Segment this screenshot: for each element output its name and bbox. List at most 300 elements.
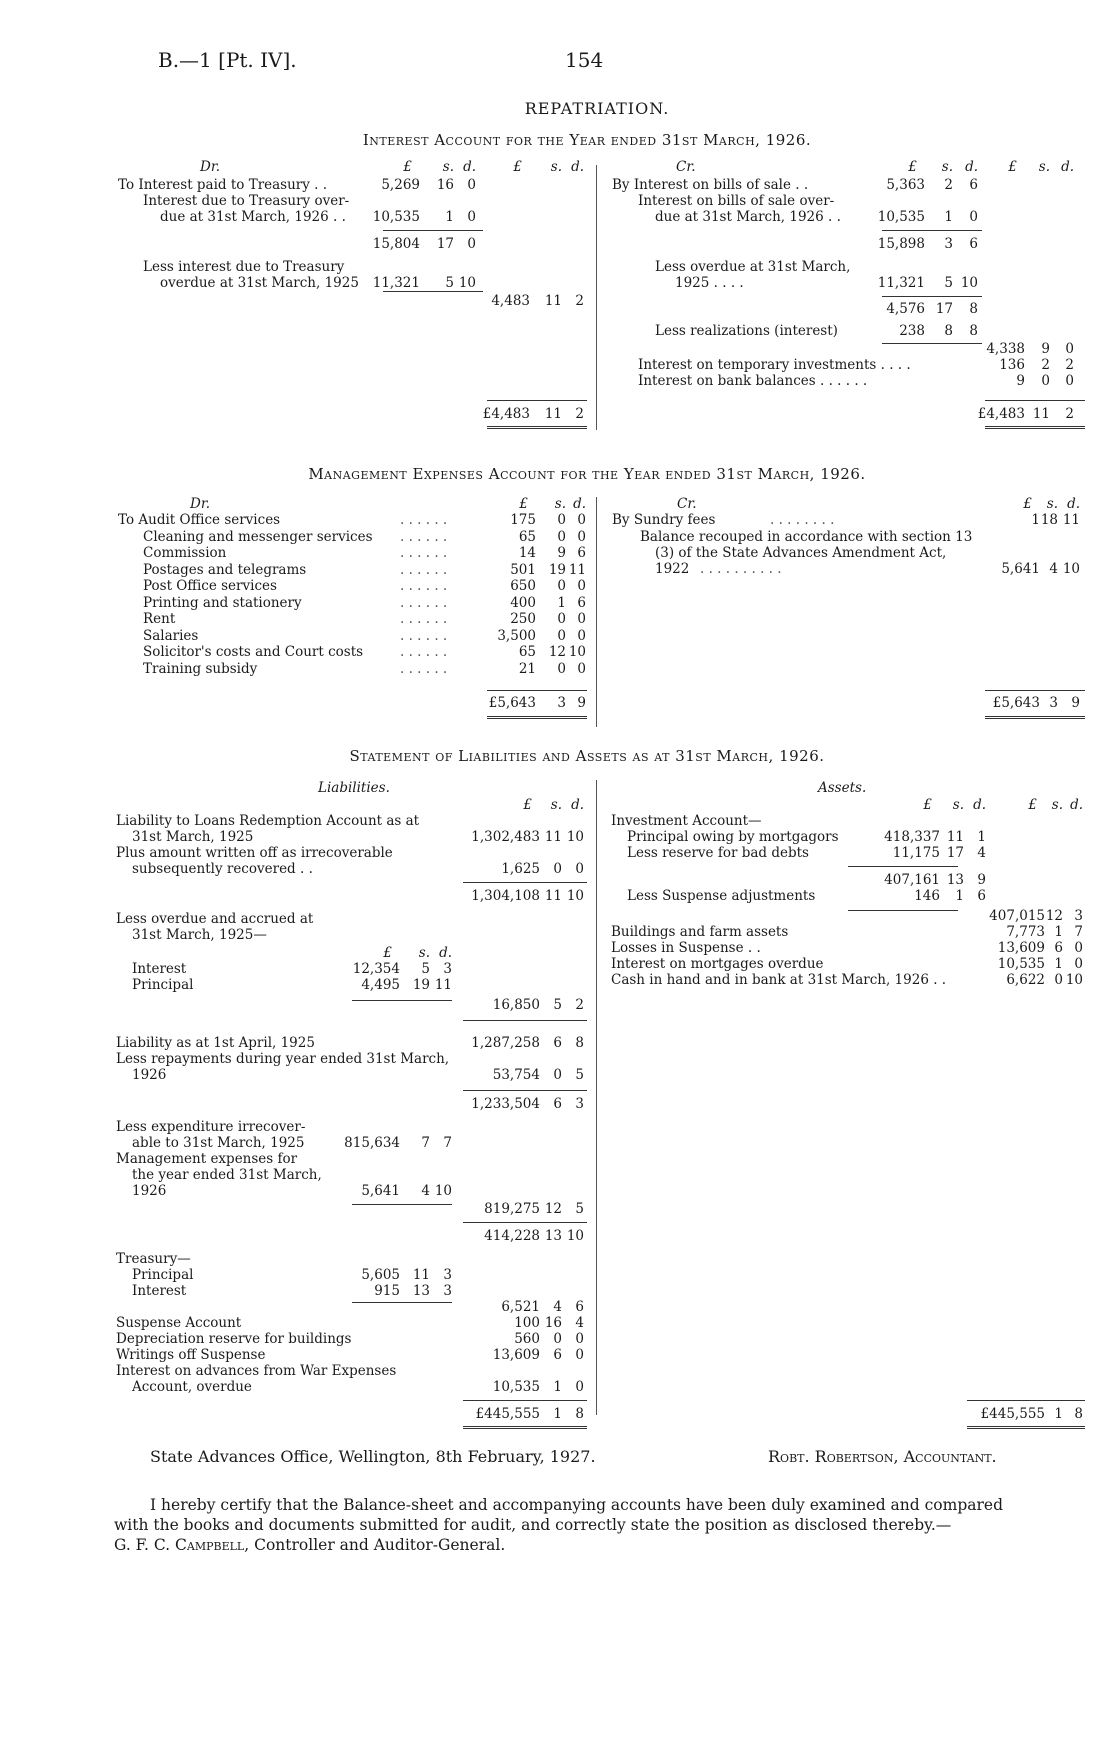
mgmt-dr-item-amount-shillings: 0 [557,512,566,528]
stmt-assets-p2-amount-pence: 4 [977,845,986,861]
stmt-assets-inv: Investment Account— [611,813,762,829]
stmt-liab-principal: Principal [132,977,194,993]
stmt-liab-d-amount-pounds: 1,287,258 [471,1035,540,1051]
mgmt-cr-total-shillings: 3 [1049,695,1058,711]
stmt-assets-outer-heads-shilling-head: s. [1051,797,1063,813]
stmt-liab-suspense-amount-pounds: 100 [514,1315,540,1331]
interest-cr-line3a: Less overdue at 31st March, [655,259,851,275]
interest-cr-rule2 [882,296,982,297]
mgmt-cr-line2c: 1922 [655,561,690,577]
stmt-liab-b1: Plus amount written off as irrecoverable [116,845,393,861]
mgmt-dr-item-amount-pounds: 501 [510,561,536,578]
mgmt-dr-item-amount-shillings: 0 [557,611,566,627]
mgmt-dr-item-amount-pounds: 250 [510,611,536,627]
stmt-assets-mort-amount-pence: 0 [1074,956,1083,972]
mgmt-dr-item-label: To Audit Office services [118,512,281,528]
interest-dr-subtotal-pounds: 15,804 [372,236,420,252]
stmt-assets-bld-amount-shillings: 1 [1054,924,1063,940]
interest-cr-amount6-pence: 0 [1065,373,1074,389]
stmt-liab-label: Liabilities. [318,780,390,796]
mgmt-dr-heads-pence-head: d. [573,496,586,512]
mgmt-dr-heads-shilling-head: s. [554,496,566,512]
mgmt-cr-heads-pound-head: £ [1023,496,1032,512]
interest-dr-line2b: due at 31st March, 1926 . . [160,209,346,225]
stmt-assets-p3-amount-pence: 6 [977,888,986,904]
stmt-assets-net-pounds: 407,015 [989,908,1045,924]
mgmt-dr-item-label: Commission [143,545,227,561]
interest-cr-amount5-shillings: 2 [1041,357,1050,373]
interest-dr-amount2-shillings: 1 [445,209,454,225]
interest-dr-subtotal-shillings: 17 [436,236,454,252]
interest-cr-amount2-pence: 0 [969,209,978,225]
interest-dr-rule3 [487,400,587,401]
stmt-liab-inner-heads-shilling-head: s. [418,945,430,961]
stmt-liab-sub1-pence: 10 [566,888,584,904]
stmt-liab-adv2: Account, overdue [132,1379,252,1395]
stmt-assets-loss-amount-pounds: 13,609 [997,940,1045,956]
stmt-assets-p1: Principal owing by mortgagors [627,829,839,845]
stmt-liab-rule7 [352,1302,452,1303]
stmt-assets-p2: Less reserve for bad debts [627,845,809,861]
stmt-liab-adv-amount-pence: 0 [575,1379,584,1395]
mgmt-dr-item-amount-pence: 6 [577,594,586,611]
interest-cr-amount3-shillings: 5 [944,275,953,291]
stmt-assets-net-shillings: 12 [1045,908,1063,924]
stmt-liab-principal-amount-pounds: 4,495 [361,977,400,993]
stmt-assets-total-pounds: £445,555 [980,1406,1045,1422]
stmt-liab-rule5 [352,1204,452,1205]
mgmt-dr-item-amount-shillings: 12 [548,644,566,660]
interest-dr-total-pence: 2 [575,406,584,422]
mgmt-dr-item-label: Rent [143,611,176,627]
mgmt-dr-item-label: Cleaning and messenger services [143,528,373,545]
stmt-liab-b-amount-pence: 0 [575,861,584,877]
interest-cr-total-rule [985,426,1085,429]
mgmt-cr-amount1-shillings: 18 [1040,512,1058,528]
interest-cr-rule1 [882,230,982,231]
stmt-assets-outer-heads-pound-head: £ [1028,797,1037,813]
stmt-liab-g1: Management expenses for [116,1151,298,1167]
mgmt-dr-rule1 [487,690,587,691]
stmt-liab-sub3-pounds: 414,228 [484,1228,540,1244]
leader-dots: . . . . . . [400,512,448,528]
stmt-liab-a1: Liability to Loans Redemption Account as at [116,813,420,829]
mgmt-dr-item-amount-pounds: 65 [518,528,536,545]
mgmt-dr-item-amount-shillings: 0 [557,528,566,545]
interest-dr-col2-pence-head: d. [571,159,584,175]
mgmt-dr-item-amount-pounds: 175 [510,512,536,528]
interest-cr-amount1-pence: 6 [969,177,978,193]
stmt-liab-a2: 31st March, 1925 [132,829,254,845]
stmt-assets-bld-amount-pounds: 7,773 [1006,924,1045,940]
mgmt-cr-heads-pence-head: d. [1067,496,1080,512]
office-date-line: State Advances Office, Wellington, 8th February, 1927. [150,1447,596,1466]
stmt-liab-t-amount-pence: 6 [575,1299,584,1315]
mgmt-dr-item-amount-pence: 11 [568,561,586,578]
interest-dr-col2-shilling-head: s. [550,159,562,175]
mgmt-dr-item-amount-pounds: 3,500 [497,627,536,644]
stmt-liab-e-amount-pounds: 53,754 [492,1067,540,1083]
interest-cr-subtotal-shillings: 3 [944,236,953,252]
interest-cr-col1-pound-head: £ [908,159,917,175]
mgmt-dr-item-amount-pence: 0 [577,627,586,644]
stmt-liab-sub2-pence: 3 [575,1096,584,1112]
mgmt-dr-total-pounds: £5,643 [488,695,536,711]
stmt-liab-t-interest-amount-pounds: 915 [374,1283,400,1299]
interest-cr-amount1-shillings: 2 [944,177,953,193]
stmt-liab-e-amount-shillings: 0 [553,1067,562,1083]
stmt-assets-p1-amount-pence: 1 [977,829,986,845]
mgmt-dr-item-amount-pounds: 14 [518,545,536,561]
mgmt-dr-label: Dr. [190,496,211,512]
stmt-assets-p3-amount-pounds: 146 [914,888,940,904]
stmt-liab-t-principal: Principal [132,1267,194,1283]
stmt-assets-sub-pounds: 407,161 [884,872,940,888]
interest-cr-amount6-shillings: 0 [1041,373,1050,389]
stmt-assets-loss-amount-shillings: 6 [1054,940,1063,956]
stmt-liab-rule1 [463,882,587,883]
interest-dr-amount1-pence: 0 [467,177,476,193]
leader-dots: . . . . . . [400,594,448,611]
stmt-liab-inner-heads-pence-head: d. [439,945,452,961]
interest-cr-line3b: 1925 . . . . [675,275,744,291]
stmt-liab-d-amount-pence: 8 [575,1035,584,1051]
stmt-liab-t-principal-amount-pounds: 5,605 [361,1267,400,1283]
stmt-liab-c-amount-shillings: 5 [553,997,562,1013]
stmt-assets-rule1 [848,866,958,867]
stmt-liab-e1: Less repayments during year ended 31st March, [116,1051,450,1067]
stmt-liab-depr-amount-pence: 0 [575,1331,584,1347]
interest-cr-amount6-pounds: 9 [1016,373,1025,389]
interest-cr-line4: Less realizations (interest) [655,323,838,339]
interest-dr-amount3-shillings: 5 [445,275,454,291]
stmt-liab-g-amount-pounds: 5,641 [361,1183,400,1199]
interest-cr-rule4 [985,400,1085,401]
stmt-liab-interest: Interest [132,961,187,977]
stmt-assets-loss: Losses in Suspense . . [611,940,761,956]
interest-cr-amount5-pence: 2 [1065,357,1074,373]
stmt-liab-rule8 [463,1400,587,1401]
interest-dr-rule2 [383,291,483,292]
stmt-liab-c2: 31st March, 1925— [132,927,267,943]
stmt-assets-total-pence: 8 [1074,1406,1083,1422]
interest-dr-line3a: Less interest due to Treasury [143,259,345,275]
stmt-liab-heads-shilling-head: s. [550,797,562,813]
stmt-assets-sub-pence: 9 [977,872,986,888]
interest-dr-amount1-pounds: 5,269 [381,177,420,193]
stmt-liab-adv-amount-pounds: 10,535 [492,1379,540,1395]
stmt-liab-g-amount-pence: 10 [434,1183,452,1199]
interest-cr-col2-pence-head: d. [1061,159,1074,175]
interest-cr-line2b: due at 31st March, 1926 . . [655,209,841,225]
mgmt-dr-item-amount-pence: 0 [577,611,586,627]
interest-dr-col2-pound-head: £ [513,159,522,175]
leader-dots: . . . . . . [400,611,448,627]
stmt-liab-writings: Writings off Suspense [116,1347,266,1363]
stmt-liab-fg-amount-shillings: 12 [544,1201,562,1217]
stmt-assets-cash-amount-pence: 10 [1065,972,1083,988]
mgmt-dr-item-amount-pounds: 400 [510,594,536,611]
interest-cr-amount4-pounds: 238 [899,323,925,339]
stmt-liab-t-principal-amount-shillings: 11 [412,1267,430,1283]
interest-cr-subtotal-pounds: 15,898 [877,236,925,252]
page-number: 154 [565,48,604,72]
mgmt-dr-item-amount-shillings: 0 [557,578,566,594]
stmt-assets-outer-heads-pence-head: d. [1070,797,1083,813]
mgmt-dr-item-amount-shillings: 0 [557,627,566,644]
interest-dr-line2a: Interest due to Treasury over- [143,193,350,209]
mgmt-cr-amount1-pounds: 1 [1031,512,1040,528]
stmt-liab-t-interest: Interest [132,1283,187,1299]
leader-dots: . . . . . . [400,644,448,660]
stmt-liab-treasury: Treasury— [116,1251,191,1267]
stmt-liab-interest-amount-pounds: 12,354 [352,961,400,977]
interest-dr-col1-pence-head: d. [463,159,476,175]
stmt-liab-b-amount-pounds: 1,625 [501,861,540,877]
interest-cr-amount1-pounds: 5,363 [886,177,925,193]
stmt-assets-p3-amount-shillings: 1 [955,888,964,904]
stmt-assets-mort-amount-pounds: 10,535 [997,956,1045,972]
section-heading: REPATRIATION. [524,99,670,118]
leader-dots: . . . . . . [400,561,448,578]
certificate-line-1: I hereby certify that the Balance-sheet and accompanying accounts have been duly examined and compared [150,1496,1003,1514]
stmt-liab-depr-amount-shillings: 0 [553,1331,562,1347]
stmt-liab-b-amount-shillings: 0 [553,861,562,877]
interest-cr-rule3 [882,343,982,344]
interest-cr-col1-shilling-head: s. [941,159,953,175]
stmt-assets-rule3 [967,1400,1085,1401]
stmt-assets-mort: Interest on mortgages overdue [611,956,824,972]
interest-dr-line1: To Interest paid to Treasury . . [118,177,328,193]
mgmt-cr-line2a: Balance recouped in accordance with section 13 [640,529,973,545]
interest-cr-col2-shilling-head: s. [1038,159,1050,175]
mgmt-dr-item-amount-pence: 0 [577,528,586,545]
stmt-liab-t-amount-shillings: 4 [553,1299,562,1315]
mgmt-dr-item-label: Printing and stationery [143,594,302,611]
interest-cr-amount3-pounds: 11,321 [877,275,925,291]
stmt-assets-bld: Buildings and farm assets [611,924,789,940]
mgmt-dr-item-label: Solicitor's costs and Court costs [143,644,364,660]
stmt-assets-inner-heads-pence-head: d. [973,797,986,813]
stmt-assets-loss-amount-pence: 0 [1074,940,1083,956]
stmt-liab-g-amount-shillings: 4 [421,1183,430,1199]
stmt-liab-total-pence: 8 [575,1406,584,1422]
interest-cr-amount4-shillings: 8 [944,323,953,339]
leader-dots: . . . . . . [400,528,448,545]
mgmt-dr-item-amount-shillings: 19 [548,561,566,578]
stmt-liab-interest-amount-pence: 3 [443,961,452,977]
stmt-liab-depr: Depreciation reserve for buildings [116,1331,352,1347]
interest-dr-amount1-shillings: 16 [436,177,454,193]
interest-cr-line6: Interest on bank balances . . . . . . [638,373,868,389]
stmt-liab-depr-amount-pounds: 560 [514,1331,540,1347]
interest-cr-total-pounds: £4,483 [977,406,1025,422]
accountant-signature: Robt. Robertson, Accountant. [768,1447,997,1466]
stmt-liab-f2: able to 31st March, 1925 [132,1135,305,1151]
stmt-liab-e2: 1926 [132,1067,167,1083]
certificate-line-2: with the books and documents submitted for audit, and correctly state the position as disclosed thereby.— [114,1516,952,1534]
stmt-assets-label: Assets. [818,780,867,796]
stmt-assets-p3: Less Suspense adjustments [627,888,816,904]
interest-cr-line2a: Interest on bills of sale over- [638,193,835,209]
stmt-liab-heads-pence-head: d. [571,797,584,813]
stmt-liab-suspense-amount-pence: 4 [575,1315,584,1331]
statement-column-divider [596,780,597,1415]
interest-dr-amount2-pounds: 10,535 [372,209,420,225]
interest-cr-line5: Interest on temporary investments . . . . [638,357,911,373]
stmt-liab-writings-amount-shillings: 6 [553,1347,562,1363]
interest-dr-net-pounds: 4,483 [491,293,530,309]
interest-cr-col1-pence-head: d. [965,159,978,175]
mgmt-cr-line2b: (3) of the State Advances Amendment Act, [655,545,947,561]
interest-cr-total-pence: 2 [1065,406,1074,422]
stmt-liab-rule2 [352,1000,452,1001]
mgmt-dr-item-amount-pounds: 21 [518,660,536,677]
stmt-assets-p1-amount-shillings: 11 [946,829,964,845]
interest-cr-amount3-pence: 10 [960,275,978,291]
stmt-assets-p1-amount-pounds: 418,337 [884,829,940,845]
mgmt-dr-total-rule [487,716,587,719]
stmt-assets-rule2 [848,910,958,911]
interest-cr-amount4-pence: 8 [969,323,978,339]
stmt-liab-writings-amount-pence: 0 [575,1347,584,1363]
stmt-liab-principal-amount-shillings: 19 [412,977,430,993]
interest-dr-amount2-pence: 0 [467,209,476,225]
interest-cr-subtotal-pence: 6 [969,236,978,252]
interest-cr-subtotal2-shillings: 17 [935,301,953,317]
mgmt-dr-item-amount-shillings: 9 [557,545,566,561]
stmt-liab-b2: subsequently recovered . . [132,861,313,877]
mgmt-cr-amount2-shillings: 4 [1049,561,1058,577]
auditor-name: G. F. C. Campbell, [114,1536,250,1554]
mgmt-cr-amount1-pence: 11 [1062,512,1080,528]
leader-dots: . . . . . . [400,545,448,561]
interest-cr-amount2-pounds: 10,535 [877,209,925,225]
mgmt-dr-item-amount-pence: 0 [577,660,586,677]
interest-cr-subtotal2-pence: 8 [969,301,978,317]
stmt-liab-fg-amount-pounds: 819,275 [484,1201,540,1217]
stmt-assets-total-rule [967,1426,1085,1429]
interest-dr-net-shillings: 11 [544,293,562,309]
mgmt-cr-amount2-pounds: 5,641 [1001,561,1040,577]
interest-cr-label: Cr. [676,159,696,175]
stmt-assets-cash-amount-shillings: 0 [1054,972,1063,988]
interest-cr-total-shillings: 11 [1032,406,1050,422]
stmt-assets-p2-amount-pounds: 11,175 [892,845,940,861]
stmt-assets-sub-shillings: 13 [946,872,964,888]
stmt-liab-d1: Liability as at 1st April, 1925 [116,1035,315,1051]
interest-dr-line3b: overdue at 31st March, 1925 [160,275,359,291]
stmt-assets-p2-amount-shillings: 17 [946,845,964,861]
stmt-liab-c1: Less overdue and accrued at [116,911,314,927]
stmt-liab-fg-amount-pence: 5 [575,1201,584,1217]
mgmt-cr-line1: By Sundry fees [612,512,716,528]
stmt-liab-t-principal-amount-pence: 3 [443,1267,452,1283]
interest-cr-amount5-pounds: 136 [999,357,1025,373]
mgmt-cr-total-rule [985,716,1085,719]
auditor-role: Controller and Auditor-General. [249,1536,506,1554]
mgmt-dr-item-amount-shillings: 0 [557,660,566,677]
leader-dots: . . . . . . . . . . [700,561,782,577]
interest-dr-subtotal-pence: 0 [467,236,476,252]
stmt-assets-cash: Cash in hand and in bank at 31st March, 1926 . . [611,972,947,988]
stmt-assets-total-shillings: 1 [1054,1406,1063,1422]
interest-dr-amount3-pounds: 11,321 [372,275,420,291]
interest-cr-net-pounds: 4,338 [986,341,1025,357]
mgmt-dr-item-amount-shillings: 1 [557,594,566,611]
interest-dr-col1-pound-head: £ [403,159,412,175]
interest-cr-line1: By Interest on bills of sale . . [612,177,809,193]
interest-cr-col2-pound-head: £ [1008,159,1017,175]
stmt-liab-rule3 [463,1020,587,1021]
stmt-liab-inner-heads-pound-head: £ [383,945,392,961]
stmt-liab-sub3-pence: 10 [566,1228,584,1244]
stmt-liab-d-amount-shillings: 6 [553,1035,562,1051]
stmt-liab-t-amount-pounds: 6,521 [501,1299,540,1315]
stmt-liab-t-interest-amount-pence: 3 [443,1283,452,1299]
interest-cr-net-shillings: 9 [1041,341,1050,357]
stmt-liab-total-shillings: 1 [553,1406,562,1422]
interest-dr-net-pence: 2 [575,293,584,309]
mgmt-dr-item-amount-pence: 0 [577,512,586,528]
stmt-liab-a-amount-pounds: 1,302,483 [471,829,540,845]
leader-dots: . . . . . . [400,627,448,644]
stmt-assets-inner-heads-shilling-head: s. [952,797,964,813]
stmt-liab-suspense-amount-shillings: 16 [544,1315,562,1331]
stmt-assets-bld-amount-pence: 7 [1074,924,1083,940]
stmt-liab-g2: the year ended 31st March, [132,1167,322,1183]
management-column-divider [596,497,597,727]
mgmt-dr-item-label: Postages and telegrams [143,561,307,578]
stmt-liab-rule6 [463,1222,587,1223]
mgmt-cr-total-pounds: £5,643 [992,695,1040,711]
stmt-assets-net-pence: 3 [1074,908,1083,924]
document-reference: B.—1 [Pt. IV]. [158,48,297,72]
mgmt-cr-total-pence: 9 [1071,695,1080,711]
mgmt-dr-total-shillings: 3 [557,695,566,711]
mgmt-dr-item-amount-pence: 0 [577,578,586,594]
stmt-liab-suspense: Suspense Account [116,1315,242,1331]
interest-dr-col1-shilling-head: s. [442,159,454,175]
stmt-liab-interest-amount-shillings: 5 [421,961,430,977]
stmt-liab-writings-amount-pounds: 13,609 [492,1347,540,1363]
stmt-assets-inner-heads-pound-head: £ [923,797,932,813]
interest-column-divider [596,165,597,430]
stmt-liab-f-amount-pounds: 815,634 [344,1135,400,1151]
leader-dots: . . . . . . [400,660,448,677]
stmt-liab-f1: Less expenditure irrecover- [116,1119,306,1135]
interest-dr-total-shillings: 11 [544,406,562,422]
mgmt-dr-item-amount-pounds: 650 [510,578,536,594]
interest-cr-subtotal2-pounds: 4,576 [886,301,925,317]
stmt-liab-t-interest-amount-shillings: 13 [412,1283,430,1299]
stmt-liab-f-amount-pence: 7 [443,1135,452,1151]
certificate-signature-line [114,1536,505,1554]
stmt-liab-sub2-shillings: 6 [553,1096,562,1112]
mgmt-dr-item-label: Post Office services [143,578,277,594]
statement-title: Statement of Liabilities and Assets as at 31st March, 1926. [349,747,825,765]
stmt-liab-adv-amount-shillings: 1 [553,1379,562,1395]
stmt-assets-mort-amount-shillings: 1 [1054,956,1063,972]
mgmt-dr-item-amount-pence: 6 [577,545,586,561]
stmt-liab-sub1-shillings: 11 [544,888,562,904]
interest-cr-amount2-shillings: 1 [944,209,953,225]
interest-dr-label: Dr. [200,159,221,175]
stmt-liab-sub3-shillings: 13 [544,1228,562,1244]
mgmt-cr-heads-shilling-head: s. [1046,496,1058,512]
stmt-liab-e-amount-pence: 5 [575,1067,584,1083]
leader-dots: . . . . . . [400,578,448,594]
